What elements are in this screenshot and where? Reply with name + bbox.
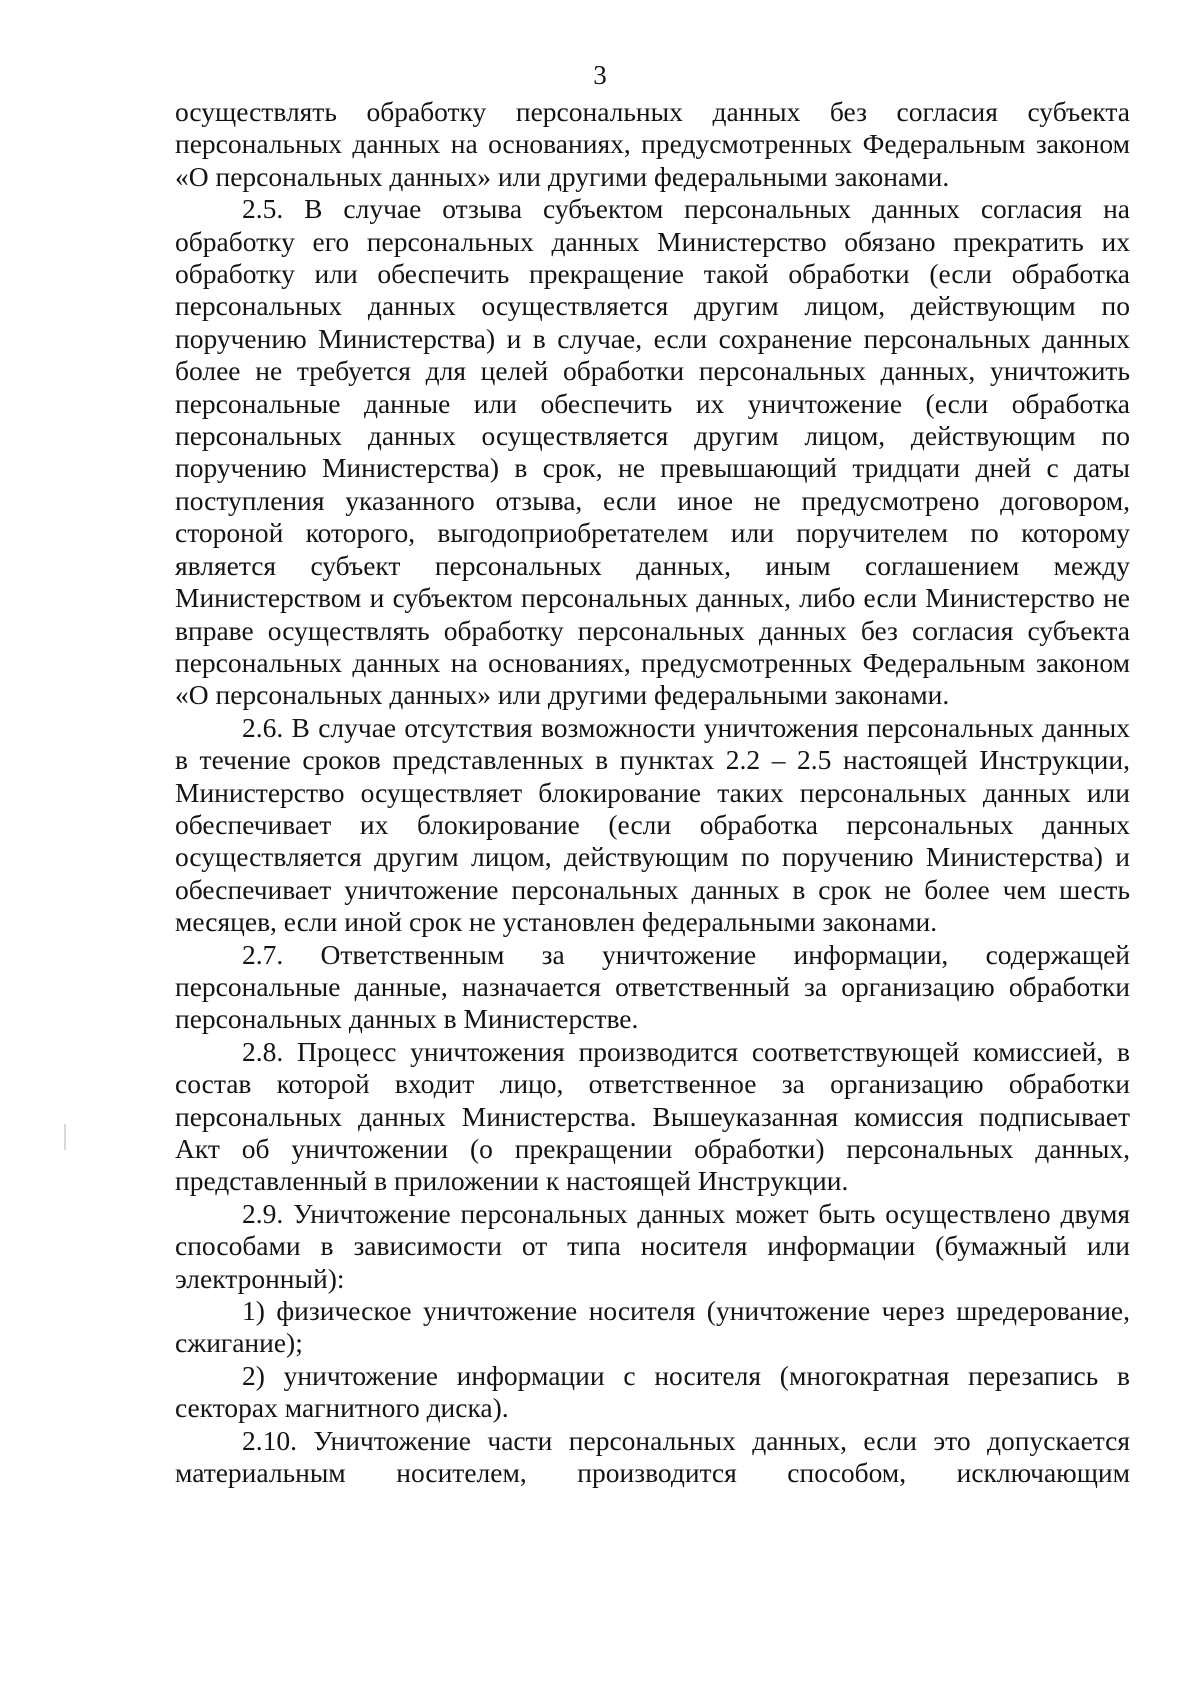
paragraph-2-6: 2.6. В случае отсутствия возможности уничтожения персональных данных в течение сроков представленных в пунктах 2.2 – 2.5 настоящей Инструкции, Министерство осуществляет блокирование таких персональных данных или обеспечивает их блокирование (если обработка персональных данных осуществляется другим лицом, действующим по поручению Министерства) и обеспечивает уничтожение персональных данных в срок не более чем шесть месяцев, если иной срок не установлен федеральными законами. bbox=[175, 711, 1130, 938]
document-body bbox=[175, 96, 1130, 1489]
list-item-2: 2) уничтожение информации с носителя (многократная перезапись в секторах магнитного диска). bbox=[175, 1359, 1130, 1424]
paragraph-2-9: 2.9. Уничтожение персональных данных может быть осуществлено двумя способами в зависимости от типа носителя информации (бумажный или электронный): bbox=[175, 1197, 1130, 1294]
paragraph-2-10: 2.10. Уничтожение части персональных данных, если это допускается материальным носителем, производится способом, исключающим bbox=[175, 1424, 1130, 1489]
paragraph-2-8: 2.8. Процесс уничтожения производится соответствующей комиссией, в состав которой входит лицо, ответственное за организацию обработки персональных данных Министерства. Вышеуказанная комиссия подписывает Акт об уничтожении (о прекращении обработки) персональных данных, представленный в приложении к настоящей Инструкции. bbox=[175, 1035, 1130, 1197]
list-item-1: 1) физическое уничтожение носителя (уничтожение через шредерование, сжигание); bbox=[175, 1295, 1130, 1359]
paragraph-2-7: 2.7. Ответственным за уничтожение информации, содержащей персональные данные, назначается ответственный за организацию обработки персональных данных в Министерстве. bbox=[175, 938, 1130, 1035]
page-number: 3 bbox=[593, 60, 607, 90]
scan-artifact bbox=[64, 1124, 66, 1150]
paragraph-2-5: 2.5. В случае отзыва субъектом персональных данных согласия на обработку его персональных данных Министерство обязано прекратить их обработку или обеспечить прекращение такой обработки (если обработка персональных данных осуществляется другим лицом, действующим по поручению Министерства) и в случае, если сохранение персональных данных более не требуется для целей обработки персональных данных, уничтожить персональные данные или обеспечить их уничтожение (если обработка персональных данных осуществляется другим лицом, действующим по поручению Министерства) в срок, не превышающий тридцати дней с даты поступления указанного отзыва, если иное не предусмотрено договором, стороной которого, выгодоприобретателем или поручителем по которому является субъект персональных данных, иным соглашением между Министерством и субъектом персональных данных, либо если Министерство не вправе осуществлять обработку персональных данных без согласия субъекта персональных данных на основаниях, предусмотренных Федеральным законом «О персональных данных» или другими федеральными законами. bbox=[175, 193, 1130, 711]
paragraph-continuation: осуществлять обработку персональных данных без согласия субъекта персональных данных на основаниях, предусмотренных Федеральным законом «О персональных данных» или другими федеральными законами. bbox=[175, 96, 1130, 192]
